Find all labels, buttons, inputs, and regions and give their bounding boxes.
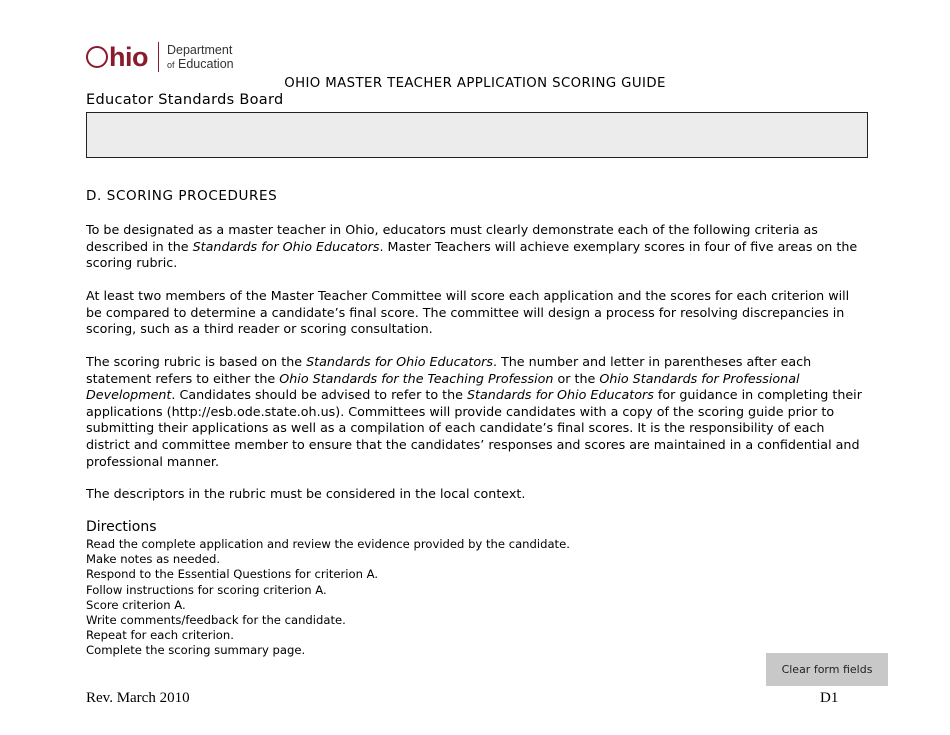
paragraph3-text-c: . The number and letter in parentheses after each statement refers to either the [86, 354, 812, 386]
paragraph-committee-scoring: At least two members of the Master Teacher Committee will score each application and the scores for each criterion will be compared to determine a candidate’s final score. The committee will design a process for resolving discrepancies in scoring, such as a third reader or scoring consultation. [86, 288, 850, 337]
paragraph-master-teacher-criteria [86, 222, 868, 272]
directions-list [86, 537, 570, 659]
paragraph1-text-a: To be designated as a master teacher in Ohio, educators must clearly demonstrate each of the following criteria as described in the [86, 222, 818, 254]
paragraph3-text-i: for guidance in completing their applications (http://esb.ode.state.oh.us). Committees will provide candidates with a copy of the scoring guide prior to submitting their applications as well as a compilation of each candidate’s final scores. It is the responsibility of each district and committee member to ensure that the candidates’ responses and scores are maintained in a confidential and professional manner. [86, 387, 862, 469]
direction-item: Make notes as needed. [86, 552, 221, 567]
directions-heading: Directions [86, 519, 157, 535]
direction-item: Score criterion A. [86, 597, 186, 612]
paragraph1-standards-title: Standards for Ohio Educators [192, 238, 380, 254]
logo-education-word: Education [178, 56, 234, 71]
paragraph3-teaching-standards-title: Ohio Standards for the Teaching Profession [279, 370, 554, 386]
direction-item: Respond to the Essential Questions for criterion A. [86, 567, 379, 582]
educator-standards-board-label: Educator Standards Board [86, 92, 284, 108]
logo-department-line: Department [167, 42, 233, 57]
logo-education-line [167, 57, 234, 72]
section-heading: D. SCORING PROCEDURES [86, 188, 278, 204]
form-text-field[interactable] [86, 112, 868, 158]
paragraph3-text-a: The scoring rubric is based on the [86, 354, 307, 369]
logo-of-word: of [167, 59, 175, 70]
ohio-wordmark [86, 42, 148, 73]
paragraph3-text-g: . Candidates should be advised to refer to the [171, 387, 467, 403]
direction-item: Complete the scoring summary page. [86, 643, 306, 658]
paragraph3-pd-standards-title: Ohio Standards for Professional Development [86, 370, 800, 403]
paragraph3-standards-title-2: Standards for Ohio Educators [466, 387, 654, 403]
paragraph-local-context: The descriptors in the rubric must be considered in the local context. [86, 486, 526, 501]
ohio-department-of-education-logo [86, 41, 234, 73]
logo-divider [158, 42, 159, 72]
direction-item: Repeat for each criterion. [86, 628, 234, 643]
direction-item: Write comments/feedback for the candidate. [86, 613, 346, 628]
paragraph1-text-c: . Master Teachers will achieve exemplary scores in four of five areas on the scoring rubric. [86, 238, 858, 271]
direction-item: Follow instructions for scoring criterion A. [86, 582, 327, 597]
paragraph3-text-e: or the [553, 370, 600, 386]
document-title: OHIO MASTER TEACHER APPLICATION SCORING GUIDE [284, 76, 666, 91]
paragraph-scoring-rubric [86, 354, 868, 470]
paragraph3-standards-title-1: Standards for Ohio Educators [306, 354, 493, 369]
ohio-wordmark-text: hio [109, 41, 148, 72]
ohio-o-circle-icon [86, 46, 108, 68]
footer-revision-date: Rev. March 2010 [86, 690, 190, 706]
logo-department-text [167, 43, 234, 72]
direction-item: Read the complete application and review the evidence provided by the candidate. [86, 537, 570, 551]
footer-page-number: D1 [820, 690, 839, 706]
clear-form-fields-button[interactable]: Clear form fields [766, 653, 888, 686]
